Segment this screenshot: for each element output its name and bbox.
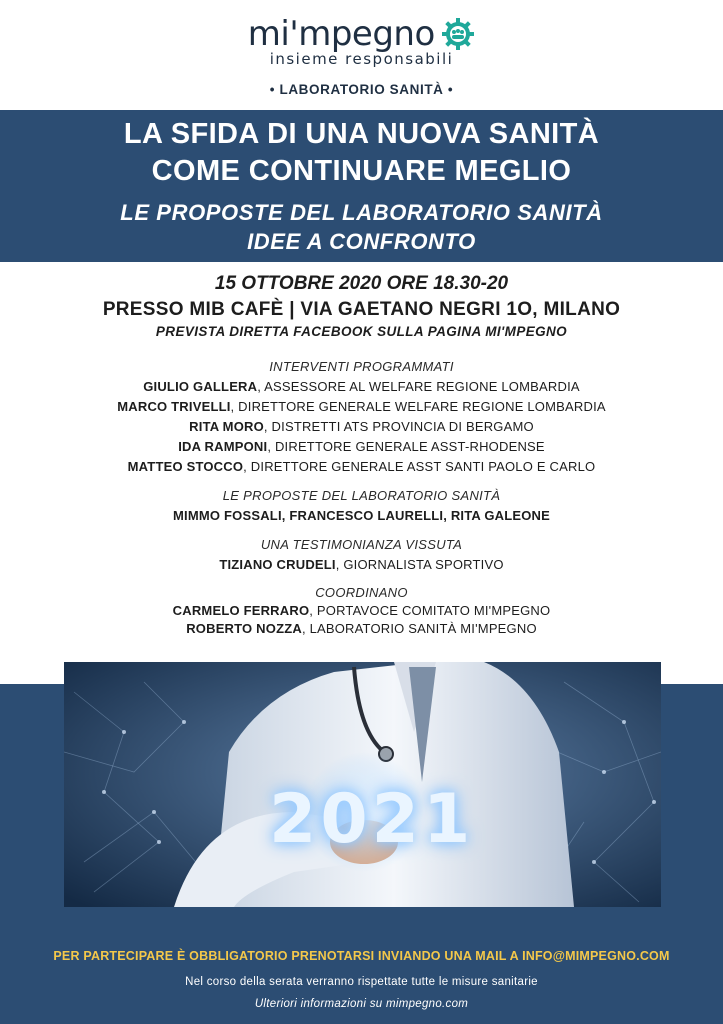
speaker-role: , DIRETTORE GENERALE WELFARE REGIONE LOMBARDIA [230, 399, 606, 414]
lab-label: • LABORATORIO SANITÀ • [269, 82, 454, 97]
live-stream-note: PREVISTA DIRETTA FACEBOOK SULLA PAGINA MI'MPEGNO [155, 324, 568, 339]
event-date: 15 OTTOBRE 2020 ORE 18.30-20 [214, 273, 509, 294]
speaker-role: , DIRETTORE GENERALE ASST-RHODENSE [267, 439, 545, 454]
speaker-name: IDA RAMPONI [178, 439, 268, 454]
interventi-heading: INTERVENTI PROGRAMMATI [269, 359, 454, 374]
testimonianza-row [0, 557, 723, 572]
coordinator-name: ROBERTO NOZZA [186, 621, 302, 636]
doctor-photo [64, 662, 661, 907]
proposte-names: MIMMO FOSSALI, FRANCESCO LAURELLI, RITA GALEONE [173, 508, 550, 523]
page-subtitle-line2: IDEE A CONFRONTO [247, 229, 476, 254]
coordinator-role: , LABORATORIO SANITÀ MI'MPEGNO [301, 621, 537, 636]
registration-note: PER PARTECIPARE È OBBLIGATORIO PRENOTARSI INVIANDO UNA MAIL A INFO@MIMPEGNO.COM [53, 949, 670, 963]
speaker-role: , DISTRETTI ATS PROVINCIA DI BERGAMO [263, 419, 534, 434]
speaker-row [0, 419, 723, 434]
speaker-row [0, 379, 723, 394]
coordinator-row [0, 603, 723, 618]
speaker-name: MATTEO STOCCO [127, 459, 244, 474]
speaker-name: RITA MORO [189, 419, 264, 434]
speaker-name: GIULIO GALLERA [143, 379, 258, 394]
year-2021-text: 2021 [269, 780, 475, 859]
coordinator-role: , PORTAVOCE COMITATO MI'MPEGNO [309, 603, 551, 618]
logo-wordmark: mi'mpegno [247, 14, 435, 54]
speaker-row [0, 399, 723, 414]
coordinano-heading: COORDINANO [315, 585, 408, 600]
page-title-line2: COME CONTINUARE MEGLIO [151, 155, 572, 187]
witness-name: TIZIANO CRUDELI [219, 557, 336, 572]
gear-people-icon [441, 17, 475, 51]
coordinator-name: CARMELO FERRARO [172, 603, 310, 618]
page-subtitle: LE PROPOSTE DEL LABORATORIO SANITÀ [120, 200, 603, 225]
speaker-row [0, 439, 723, 454]
logo [0, 14, 723, 68]
coordinator-row [0, 621, 723, 636]
witness-role: , GIORNALISTA SPORTIVO [335, 557, 504, 572]
health-measures-note: Nel corso della serata verranno rispettate tutte le misure sanitarie [185, 976, 538, 988]
proposte-heading: LE PROPOSTE DEL LABORATORIO SANITÀ [222, 488, 501, 503]
event-venue: PRESSO MIB CAFÈ | VIA GAETANO NEGRI 1O, MILANO [102, 299, 621, 320]
testimonianza-heading: UNA TESTIMONIANZA VISSUTA [260, 537, 463, 552]
speaker-role: , DIRETTORE GENERALE ASST SANTI PAOLO E CARLO [243, 459, 596, 474]
speaker-role: , ASSESSORE AL WELFARE REGIONE LOMBARDIA [257, 379, 580, 394]
speaker-name: MARCO TRIVELLI [117, 399, 231, 414]
page-title: LA SFIDA DI UNA NUOVA SANITÀ [123, 118, 600, 150]
logo-tagline: insieme responsabili [269, 50, 454, 68]
more-info-link[interactable]: Ulteriori informazioni su mimpegno.com [254, 998, 469, 1010]
speaker-row [0, 459, 723, 474]
